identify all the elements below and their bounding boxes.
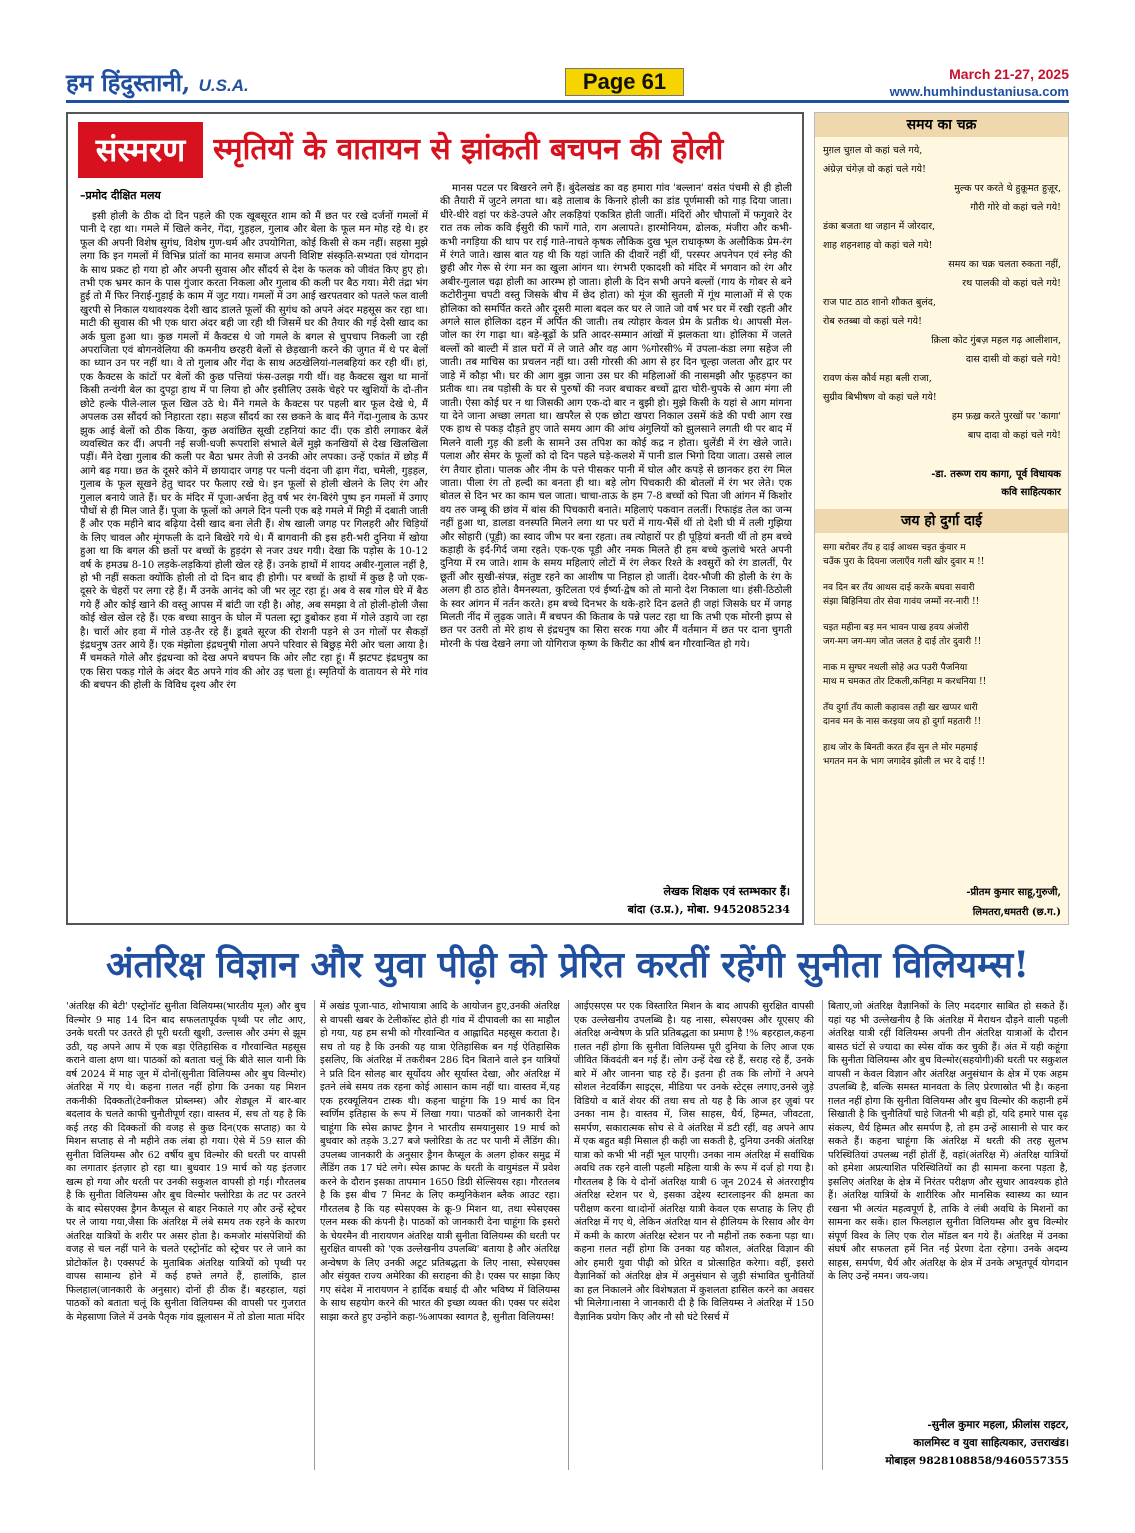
- poem2-line: भगतन मन के भाग जगादेव झोली ल भर दे दाई !!: [823, 757, 986, 767]
- space-column-4: [828, 1000, 1068, 1400]
- memoir-column-1: [80, 210, 428, 910]
- space-author-phone: मोबाइल 9828108858/9460557355: [885, 1455, 1069, 1467]
- stanza-gap: [823, 649, 1061, 661]
- memoir-column-2: [440, 182, 792, 882]
- poem1-line: रोब रुतब्बा वो कहां चले गये!: [823, 316, 922, 327]
- poem2-line: सगा बरोबर तँय ह दाई आथस चइत कुंवार म: [823, 543, 966, 553]
- page-number: Page 61: [565, 68, 684, 96]
- poem1-body: [823, 141, 1061, 445]
- poem2-line: चइत महीना बड़ मन भावन पाख हवय अंजोरी: [823, 623, 969, 633]
- poem1-line: राज पाट ठाठ शानो शौकत बुलंद,: [823, 297, 936, 308]
- page-header: [0, 0, 1135, 102]
- poem1-line: दास दासी वो कहां चले गये!: [965, 354, 1061, 365]
- poem2-author-place: लिमतरा,धमतरी (छ.ग.): [972, 907, 1061, 918]
- poem1-line: रावण कंस कौर्व महा बली राजा,: [823, 373, 932, 384]
- poem2-line: जग-मग जग-मग जोत जलत हे दाई तोर दुवारी !!: [823, 637, 982, 647]
- stanza-gap: [823, 769, 1061, 781]
- poem2-line: हाथ जोर के बिनती करत हँव सुन ले मोर महमाई: [823, 743, 978, 753]
- memoir-author-contact: बांदा (उ.प्र.), मोबा. 9452085234: [627, 903, 790, 916]
- header-divider: [66, 100, 1069, 103]
- space-column-3-text: आईएसएस पर एक विस्तारित मिशन के बाद आपकी सुरक्षित वापसी एक उल्लेखनीय उपलब्धि है। यह नासा, स्पेसएक्स और यूएसए की अंतरिक्ष अन्वेषण के प्रति प्रतिबद्धता का प्रमाण है !% बहरहाल,कहना ग़लत नहीं होगा कि सुनीता विलियम्स पूरी दुनिया के लिए आज एक जीवित किंवदंती बन गई हैं। लोग उन्हें देख रहे हैं, सराह रहे हैं, उनके बारे में और जानना चाह रहे हैं। इतना ही तक कि लोगों ने अपने सोशल नेटवर्किंग साइट्स, मीडिया पर उनके स्टेट्स लगाए,उनसे जुड़े विडियो व बातें शेयर कीं तथा सच तो यह है कि आज हर ज़ुबां पर उनका नाम है। वास्तव में, जिस साहस, धैर्य, हिम्मत, जीवटता, समर्पण, सकारात्मक सोच से वे अंतरिक्ष में डटी रहीं, वह अपने आप में एक बहुत बड़ी मिसाल ही कही जा सकती है, दुनिया उनकी अंतरिक्ष यात्रा को कभी भी नहीं भूल पाएगी। उनका नाम अंतरिक्ष में सर्वाधिक अवधि तक रहने वाली पहली महिला यात्री के रूप में दर्ज हो गया है। गौरतलब है कि ये दोनों अंतरिक्ष यात्री 6 जून 2024 से अंतरराष्ट्रीय अंतरिक्ष स्टेशन पर थे, इसका उद्देश्य स्टारलाइनर की क्षमता का परीक्षण करना था।दोनों अंतरिक्ष यात्री केवल एक सप्ताह के लिए ही अंतरिक्ष में गए थे, लेकिन अंतरिक्ष यान से हीलियम के रिसाव और वेग में कमी के कारण अंतरिक्ष स्टेशन पर नौ महीनों तक रुकना पड़ा था।कहना ग़लत नहीं होगा कि उनका यह कौशल, अंतरिक्ष विज्ञान की ओर हमारी युवा पीढ़ी को प्रेरित व प्रोत्साहित करेगा। वहीं, इसरो वैज्ञानिकों को अंतरिक्ष क्षेत्र में अनुसंधान से जुड़ी संभावित चुनौतियों का हल निकालने और विशेषज्ञता में कुशलता हासिल करने का अवसर भी मिलेगा।नासा ने जानकारी दी है कि विलियम्स ने अंतरिक्ष में 150 वैज्ञानिक प्रयोग किए और नौ सौ घंटे रिसर्च में: [574, 1001, 814, 1323]
- space-column-1-text: 'अंतरिक्ष की बेटी' एस्ट्रोनॉट सुनीता विलियम्स(भारतीय मूल) और बुच विल्मोर 9 माह 14 दिन बाद सफलतापूर्वक पृथ्वी पर लौट आए, उनके धरती पर उतरते ही पूरी धरती खुशी, उल्लास और उमंग से झूम उठी, यह अपने आप में एक बड़ा ऐतिहासिक व गौरवान्वित महसूस कराने वाला क्षण था। पाठकों को बताता चलूं कि बीते साल यानी कि वर्ष 2024 में माह जून में दोनों(सुनीता विलियम्स और बुच विल्मोर) अंतरिक्ष में गए थे। कहना ग़लत नहीं होगा कि उनका यह मिशन तकनीकी दिक्कतों(टेक्नीकल प्रोब्लम्स) और शेड्यूल में बार-बार बदलाव के चलते काफी चुनौतीपूर्ण रहा। वास्तव में, सच तो यह है कि कई तरह की दिक्कतों की वजह से कुछ दिन(एक सप्ताह) का ये मिशन सप्ताह से नौ महीने तक लंबा हो गया। ऐसे में 59 साल की सुनीता विलियम्स और 62 वर्षीय बुच विल्मोर की धरती पर वापसी का लगातार इंतज़ार हो रहा था। बुधवार 19 मार्च को यह इंतजार खत्म हो गया और धरती पर उनकी सकुशल वापसी हो गई। गौरतलब है कि सुनीता विलियम्स और बुच विल्मोर फ्लोरिडा के तट पर उतरने के बाद स्पेसएक्स ड्रैगन कैप्सूल से बाहर निकाले गए और उन्हें स्ट्रेचर पर ले जाया गया,जैसा कि अंतरिक्ष में लंबे समय तक रहने के कारण अंतरिक्ष यात्रियों के शरीर पर असर होता है। कमजोर मांसपेशियों की वजह से चल नहीं पाने के चलते एस्ट्रोनॉट को स्ट्रेचर पर ले जाने का प्रोटोकॉल है। एक्सपर्ट के मुताबिक अंतरिक्ष यात्रियों को पृथ्वी पर वापस सामान्य होने में कई हफ्ते लगते हैं, हालांकि, हाल फिलहाल(जानकारी के अनुसार) दोनों ही ठीक हैं। बहरहाल, यहां पाठकों को बताता चलूं कि सुनीता विलियम्स की वापसी पर गुजरात के मेहसाणा जिले में उनके पैतृक गांव झूलासन में तो डोला माता मंदिर: [66, 1001, 306, 1323]
- poem1-line: मुल्क पर करते थे हुक़ूमत हुज़ूर,: [954, 183, 1061, 194]
- column-divider: [822, 1000, 823, 1470]
- poem1-line: हम फ़ख़्र करते पुरखों पर 'कागा': [951, 411, 1061, 422]
- memoir-article: [66, 112, 804, 925]
- logo-text: हम हिंदुस्तानी,: [66, 68, 191, 97]
- space-column-1: [66, 1000, 306, 1468]
- stanza-gap: [823, 729, 1061, 741]
- stanza-gap: [823, 609, 1061, 621]
- space-column-2: [320, 1000, 560, 1468]
- poem1-line: अंग्रेज़ चंगेज़ वो कहां चले गये!: [823, 164, 926, 175]
- section-tag: संस्मरण: [78, 122, 203, 178]
- poem1-line: मुग़ल चुग़ल वो कहां चले गये,: [823, 145, 923, 156]
- poem2-body: [823, 541, 1061, 781]
- memoir-column-2-text: मानस पटल पर बिखरने लगे हैं। बुंदेलखंड का वह हमारा गांव 'बल्लान' वसंत पंचमी से ही होली की तैयारी में जुटने लगता था। बड़े तालाब के किनारे होली का डांड पूर्णमासी को गाड़ दिया जाता। धीरे-धीरे वहां पर कंडे-उपले और लकड़ियां एकत्रित होती जातीं। मंदिरों और चौपालों में फगुवारे देर रात तक लोक कवि ईसुरी की फागें गाते, राग अलापते। हारमोनियम, ढोलक, मंजीरा और कभी-कभी नगड़िया की थाप पर राई गाते-नाचते कृषक लौकिक दुख भूल राधाकृष्ण के अलौकिक प्रेम-रंग में रंगते जाते। खास बात यह थी कि यहां जाति की दीवारें नहीं थीं, परस्पर अपनेपन एवं स्नेह की छुही और गेरू से रंगा मन का खुला आंगन था। रंगभरी एकादशी को मंदिर में भगवान को रंग और अबीर-गुलाल चढ़ा होली का आरम्भ हो जाता। होली के दिन सभी अपने बल्लों (गाय के गोबर से बने कटोरीनुमा चपटी वस्तु जिसके बीच में छेद होता) को मूंज की सुतली में गूंथ मालाओं में से एक होलिका को समर्पित करते और दूसरी माला बदल कर घर ले जाते जो वर्ष भर घर में रखी रहती और अगले साल होलिका दहन में अर्पित की जाती। तब त्योहार केवल प्रेम के प्रतीक थे। आपसी मेल-जोल का रंग गाढ़ा था। बड़े-बूढ़ों के प्रति आदर-सम्मान आंखों में झलकता था। होलिका में जलते बल्लों को बाल्टी में डाल घरों में ले जाते और वह आग %गोरसी% में उपला-कंडा लगा सहेज ली जाती। तब माचिस का प्रचलन नहीं था। उसी गोरसी की आग से हर दिन चूल्हा जलता और द्वार पर जाड़े में कौड़ा भी। घर की आग बुझ जाना उस घर की महिलाओं की नासमझी और फूहड़पन का प्रतीक था। तब पड़ोसी के घर से पुरुषों की नजर बचाकर बच्चों द्वारा चोरी-चुपके से आग मंगा ली जाती। ऐसा कोई घर न था जिसकी आग एक-दो बार न बुझी हो। मुझे किसी के यहां से आग मांगना या देने जाना अच्छा लगता था। खपरैल से एक छोटा खपरा निकाल उसमें कंडे की पची आग रख एक हाथ से पकड़ दौड़ते हुए जाते समय आग की आंच अंगुलियों को झुलसाने लगती थी पर बाद में मिलने वाली गुड़ की डली के सामने उस तपिश का कोई कद्र न होता। धुलेंडी में रंग खेले जाते। पलाश और सेमर के फूलों को दो दिन पहले घड़े-कलशे में पानी डाल भिगो दिया जाता। उससे लाल रंग तैयार होता। पालक और नीम के पत्ते पीसकर पानी में घोल और कपड़े से छानकर हरा रंग मिल जाता। पीला रंग तो हल्दी का बनता ही था। बड़े लोग पिचकारी की बोतलों में रंग भर लेते। एक बोतल से दिन भर का काम चल जाता। चाचा-ताऊ के हम 7-8 बच्चों को पिता जी आंगन में किशोर वय तरु जम्बू की छांव में बांस की पिचकारी बनाते। महिलाएं पकवान तलतीं। रिफाइंड तेल का जन्म नहीं हुआ था, डालडा वनस्पति मिलने लगा था पर घरों में गाय-भैंसें थीं तो देशी घी में तली गुझिया और सोहारी (पूड़ी) का स्वाद जीभ पर बना रहता। तब त्योहारों पर ही पूड़ियां बनती थीं तो हम बच्चे कड़ाही के इर्द-गिर्द जमा रहते। एक-एक पूड़ी और नमक मिलते ही हम बच्चे कुलांचे भरते अपनी दुनिया में रम जाते। शाम के समय महिलाएं लोटों में रंग लेकर रिश्ते के श्वसुरों को रंग डालतीं, पैर छूतीं और सुखी-संपन्न, संतुष्ट रहने का आशीष पा निहाल हो जातीं। देवर-भौजी की होली के रंग के अलग ही ठाठ होते। वैमनस्यता, कुटिलता एवं ईर्ष्या-द्वेष को तो मानो देश निकाला था। हंसी-ठिठोली के स्वर आंगन में नर्तन करते। हम बच्चे दिनभर के थके-हारे दिन ढलते ही जहां जिसके घर में जगह मिलती नींद में लुढ़क जाते। मैं बचपन की किताब के पन्ने पलट रहा था कि तभी एक मोरनी झप्प से छत पर उतरी तो मेरे हाथ से इंद्रधनुष का सिरा सरक गया और मैं वर्तमान में छत पर दाना चुगती मोरनी के पंख देखने लगा जो योगिराज कृष्ण के किरीट का शीर्ष बन गौरवान्वित हो गये।: [440, 183, 792, 650]
- stanza-gap: [823, 689, 1061, 701]
- poem2-line: नव दिन बर तँय आथस दाई करके बघवा सवारी: [823, 583, 975, 593]
- memoir-byline: –प्रमोद दीक्षित मलय: [80, 189, 161, 202]
- poem1-line: क़िला कोट गुंबज़ महल गढ़ आलीशान,: [931, 335, 1061, 346]
- poem2-line: संझा बिहिनिया तोर सेवा गावंय जम्मों नर-नारी !!: [823, 597, 980, 607]
- space-column-4-text: बिताए,जो अंतरिक्ष वैज्ञानिकों के लिए मददगार साबित हो सकते हैं। यहां यह भी उल्लेखनीय है कि अंतरिक्ष में मैराथन दौड़ने वाली पहली अंतरिक्ष यात्री रहीं विलियम्स अपनी तीन अंतरिक्ष यात्राओं के दौरान बासठ घंटों से ज्यादा का स्पेस वॉक कर चुकी हैं। अंत में यही कहूंगा कि सुनीता विलियम्स और बुच विल्मोर(सहयोगी)की धरती पर सकुशल वापसी न केवल विज्ञान और अंतरिक्ष अनुसंधान के क्षेत्र में एक अहम उपलब्धि है, बल्कि समस्त मानवता के लिए प्रेरणास्रोत भी है। कहना ग़लत नहीं होगा कि सुनीता विलियम्स और बुच विल्मोर की कहानी हमें सिखाती है कि चुनौतियाँ चाहे जितनी भी बड़ी हों, यदि हमारे पास दृढ़ संकल्प, धैर्य हिम्मत और समर्पण है, तो हम उन्हें आसानी से पार कर सकते हैं। कहना चाहूंगा कि अंतरिक्ष में धरती की तरह सुलभ परिस्थितियां उपलब्ध नहीं होतीं हैं, वहां(अंतरिक्ष में) अंतरिक्ष यात्रियों को हमेशा अप्रत्याशित परिस्थितियों का ही सामना करना पड़ता है, इसलिए अंतरिक्ष के क्षेत्र में निरंतर परीक्षण और सुधार आवश्यक होते हैं। अंतरिक्ष यात्रियों के शारीरिक और मानसिक स्वास्थ्य का ध्यान रखना भी अत्यंत महत्वपूर्ण है, ताकि वे लंबी अवधि के मिशनों का सामना कर सकें। हाल फिलहाल सुनीता विलियम्स और बुच विल्मोर संपूर्ण विश्व के लिए एक रोल मॉडल बन गये हैं। अंतरिक्ष में उनका संघर्ष और सफलता हमें नित नई प्रेरणा देता रहेगा। उनके अदम्य साहस, समर्पण, धैर्य और अंतरिक्ष के क्षेत्र में उनके अभूतपूर्व योगदान के लिए उन्हें नमन। जय-जय।: [828, 1001, 1068, 1282]
- space-author-title: कालमिस्ट व युवा साहित्यकार, उत्तराखंड।: [913, 1437, 1069, 1449]
- poem1-author: -डा. तरूण राय कागा, पूर्व विधायक: [931, 469, 1061, 480]
- memoir-column-1-text: इसी होली के ठीक दो दिन पहले की एक खूबसूरत शाम को मैं छत पर रखे दर्जनों गमलों में पानी दे रहा था। गमले में खिले कनेर, गेंदा, गुड़हल, गुलाब और बेला के फूल मन मोह रहे थे। हर फूल की अपनी विशेष सुगंध, विशेष गुण-धर्म और उपयोगिता, कोई किसी से कम नहीं। सहसा मुझे लगा कि इन गमलों में विभिन्न प्रांतों का मानव समाज अपनी विशिष्ट संस्कृति-सभ्यता एवं योगदान के साथ प्रकट हो गया हो और अपनी सुवास और सौंदर्य से देश के फलक को जीवंत किए हुए हो। तभी एक भ्रमर कान के पास गुंजार करता निकला और गुलाब की कली पर बैठ गया। मेरी तंद्रा भंग हुई तो मैं फिर निराई-गुड़ाई के काम में जुट गया। गमलों में उग आई खरपतवार को पतले फल वाली खुरपी से निकाल यथावश्यक देशी खाद डालते फूलों की सुगंध को अपने अंदर महसूस कर रहा था। माटी की सुवास की भी एक धारा अंदर बही जा रही थी जिसमें घर की तैयार की गई देसी खाद का अर्क घुला हुआ था। कुछ गमलों में कैक्टस थे जो गमले के बगल से चुपचाप निकली जा रही अपराजिता एवं बोगनवेलिया की कमनीय छरहरी बेलों से छेड़खानी करने की जुगत में थे पर बेलों का ध्यान उन पर नहीं था। वे तो गुलाब और गेंदा के साथ अठखेलियां-गलबहियां कर रही थीं। हां, एक कैक्टस के कांटों पर बेलों की कुछ पत्तियां फंस-उलझ गयी थीं। वह कैक्टस खुश था मानों किसी तन्वंगी बेल का दुपट्टा हाथ में पा लिया हो और इसीलिए उसके चेहरे पर खुशियों के दो-तीन छोटे हल्के पीले-लाल फूल खिल उठे थे। मैंने गमले के कैक्टस पर पहली बार फूल देखे थे, मैं अपलक उस सौंदर्य को निहारता रहा। सहज सौंदर्य का रस छकने के बाद मैंने गेंदा-गुलाब के ऊपर झुक आई बेलों को ठीक किया, कुछ अवांछित सूखी टहनियां काट दीं। एक डोरी लगाकर बेलें व्यवस्थित कर दीं। अपनी नई सजी-धजी रूपराशि संभाले बेलें मुझे कनखियों से देख खिलखिला पड़ीं। मैंने देखा गुलाब की कली पर बैठा भ्रमर तेजी से उनकी ओर लपका। उन्हें एकांत में छोड़ मैं आगे बढ़ गया। छत के दूसरे कोने में छायादार जगह पर पत्नी वंदना जी ढ़ाग गेंदा, चमेली, गुड़हल, गुलाब के फूल सूखने हेतु चादर पर फैलाए रखे थे। इन फूलों से होली खेलने के लिए रंग और गुलाल बनाये जाते हैं। घर के मंदिर में पूजा-अर्चना हेतु वर्ष भर रंग-बिरंगे पुष्प इन गमलों में उगाए पौधों से ही मिल जाते हैं। पूजा के फूलों को अगले दिन पत्नी एक बड़े गमले में मिट्टी में दबाती जाती हैं और एक महीने बाद बढ़िया देसी खाद बना लेती हैं। शेष खाली जगह पर गिलहरी और चिड़ियों के लिए चावल और मूंगफली के दाने बिखेरे गये थे। मैं बागवानी की इस हरी-भरी दुनिया में खोया हुआ था कि बगल की छतों पर बच्चों के हुड़दंग से नजर उधर गयी। देखा कि पड़ोस के 10-12 वर्ष के हमउम्र 8-10 लड़के-लड़कियां होली खेल रहे हैं। उनके हाथों में शायद अबीर-गुलाल नहीं है, हो भी नहीं सकता क्योंकि होली तो दो दिन बाद ही होगी। पर बच्चों के हाथों में कुछ है जो एक-दूसरे के चेहरों पर लगा रहे हैं। मैं उनके आनंद को जी भर लूट रहा हूं। अब वे सब गोल घेरे में बैठ गये हैं और कोई खाने की वस्तु आपस में बांटी जा रही है। ओह, अब समझा वे तो होली-होली जैसा कोई खेल खेल रहे हैं। एक बच्चा सावुन के घोल में पतला स्ट्रा डुबोकर हवा में गोले उड़ाये जा रहा है। चारों ओर हवा में गोले उड़-तैर रहे हैं। डूबते सूरज की रोशनी पड़ने से उन गोलों पर सैकड़ों इंद्रधनुष उतर आये हैं। एक मंझोला इंद्रधनुषी गोला अपने परिवार से बिछुड़ मेरी ओर चला आया है। मैं चमकते गोले और इंद्रधन्वा को देख अपने बचपन कि ओर लौट रहा हूं। मैं झटपट इंद्रधनुष का एक सिरा पकड़ गोले के अंदर बैठ अपने गांव की ओर उड़ चला हूं। स्मृतियों के वातायन से मेरे गांव की बचपन की होली के विविध दृश्य और रंग: [80, 211, 428, 692]
- poem1-line: डंका बजता था जहान में जोरदार,: [823, 221, 936, 232]
- column-divider: [314, 1000, 315, 1470]
- space-article-headline: अंतरिक्ष विज्ञान और युवा पीढ़ी को प्रेरित करतीं रहेंगी सुनीता विलियम्स!: [105, 944, 1030, 986]
- website-link[interactable]: www.humhindustaniusa.com: [889, 84, 1069, 99]
- poem2-title: जय हो दुर्गा दाई: [815, 509, 1068, 533]
- space-author-name: -सुनील कुमार महला, फ्रीलांस राइटर,: [927, 1419, 1069, 1431]
- poem1-line: शाह शहनशाह वो कहां चले गये!: [823, 240, 933, 251]
- poem1-line: समय का चक्र चलता रुकता नहीं,: [948, 259, 1061, 270]
- poem2-line: नाक म सुग्घर नथली सोहे अउ पउरी पैजनिया: [823, 663, 968, 673]
- poem1-line: बाप दादा वो कहां चले गये!: [967, 430, 1061, 441]
- memoir-headline: स्मृतियों के वातायन से झांकती बचपन की होली: [213, 132, 724, 167]
- poem1-line: सुग्रीव बिभीषण वो कहां चले गये!: [823, 392, 937, 403]
- stanza-gap: [823, 569, 1061, 581]
- issue-date: March 21-27, 2025: [949, 66, 1069, 82]
- logo-usa: U.S.A.: [198, 76, 249, 95]
- poem2-line: माथ म चमकत तोर टिकली,कनिहा म करधनिया !!: [823, 677, 987, 687]
- poem1-line: गौरी गोरे वो कहां चले गये!: [970, 202, 1061, 213]
- masthead-logo: [66, 66, 249, 99]
- poem2-line: तँय दुर्गा तँय काली कहावस तही खर खप्पर धारी: [823, 703, 978, 713]
- poem1-line: रथ पालकी वो कहां चले गये!: [962, 278, 1061, 289]
- poem2-line: चउँक पुरा के दियना जलाएँव गली खोर दुवार म !!: [823, 557, 985, 567]
- poetry-sidebar: [814, 112, 1069, 925]
- space-column-2-text: में अखंड पूजा-पाठ, शोभायात्रा आदि के आयोजन हुए,उनकी अंतरिक्ष से वापसी खबर के टेलीकॉस्ट होते ही गांव में दीपावली का सा माहौल हो गया, यह हम सभी को गौरवान्वित व आह्लादित महसूस कराता है। सच तो यह है कि उनकी यह यात्रा ऐतिहासिक बन गई ऐतिहासिक इसलिए, कि अंतरिक्ष में तकरीबन 286 दिन बिताने वाले इन यात्रियों ने प्रति दिन सोलह बार सूर्योदय और सूर्यास्त देखा, और अंतरिक्ष में इतने लंबे समय तक रहना कोई आसान काम नहीं था। वास्तव में,यह एक हरक्यूलियन टास्क थी। कहना चाहूंगा कि 19 मार्च का दिन स्वर्णिम इतिहास के रूप में लिखा गया। पाठकों को जानकारी देना चाहूंगा कि स्पेस क्राफ्ट ड्रैगन ने भारतीय समयानुसार 19 मार्च को बुधवार को तड़के 3.27 बजे फ्लोरिडा के तट पर पानी में लैंडिंग की। उपलब्ध जानकारी के अनुसार ड्रैगन कैप्सूल के अलग होकर समुद्र में लैंडिंग तक 17 घंटे लगे। स्पेस क्राफ्ट के धरती के वायुमंडल में प्रवेश करने के दौरान इसका तापमान 1650 डिग्री सेल्सियस रहा। गौरतलब है कि इस बीच 7 मिनट के लिए कम्युनिकेशन ब्लैक आउट रहा। गौरतलब है कि यह स्पेसएक्स के क्रू-9 मिशन था, तथा स्पेसएक्स एलन मस्क की कंपनी है। पाठकों को जानकारी देना चाहूंगा कि इसरो के चेयरमैन वी नारायणन अंतरिक्ष यात्री सुनीता विलियम्स की धरती पर सुरक्षित वापसी को 'एक उल्लेखनीय उपलब्धि' बताया है और अंतरिक्ष अन्वेषण के लिए उनकी अटूट प्रतिबद्धता के लिए नासा, स्पेसएक्स और संयुक्त राज्य अमेरिका की सराहना की है। एक्स पर साझा किए गए संदेश में नारायणन ने हार्दिक बधाई दी और भविष्य में विलियम्स के साथ सहयोग करने की भारत की इच्छा व्यक्त की। एक्स पर संदेश साझा करते हुए उन्होंने कहा-%आपका स्वागत है, सुनीता विलियम्स!: [320, 1001, 560, 1323]
- poem2-line: दानव मन के नास करइया जय हो दुर्गा महतारी !!: [823, 717, 982, 727]
- space-column-3: [574, 1000, 814, 1468]
- poem1-author-title: कवि साहित्यकार: [1001, 487, 1061, 498]
- poem1-title: समय का चक्र: [815, 113, 1068, 137]
- poem2-author: -प्रीतम कुमार साहू,गुरुजी,: [966, 887, 1061, 898]
- memoir-author-note: लेखक शिक्षक एवं स्तम्भकार हैं।: [663, 885, 790, 898]
- column-divider: [568, 1000, 569, 1470]
